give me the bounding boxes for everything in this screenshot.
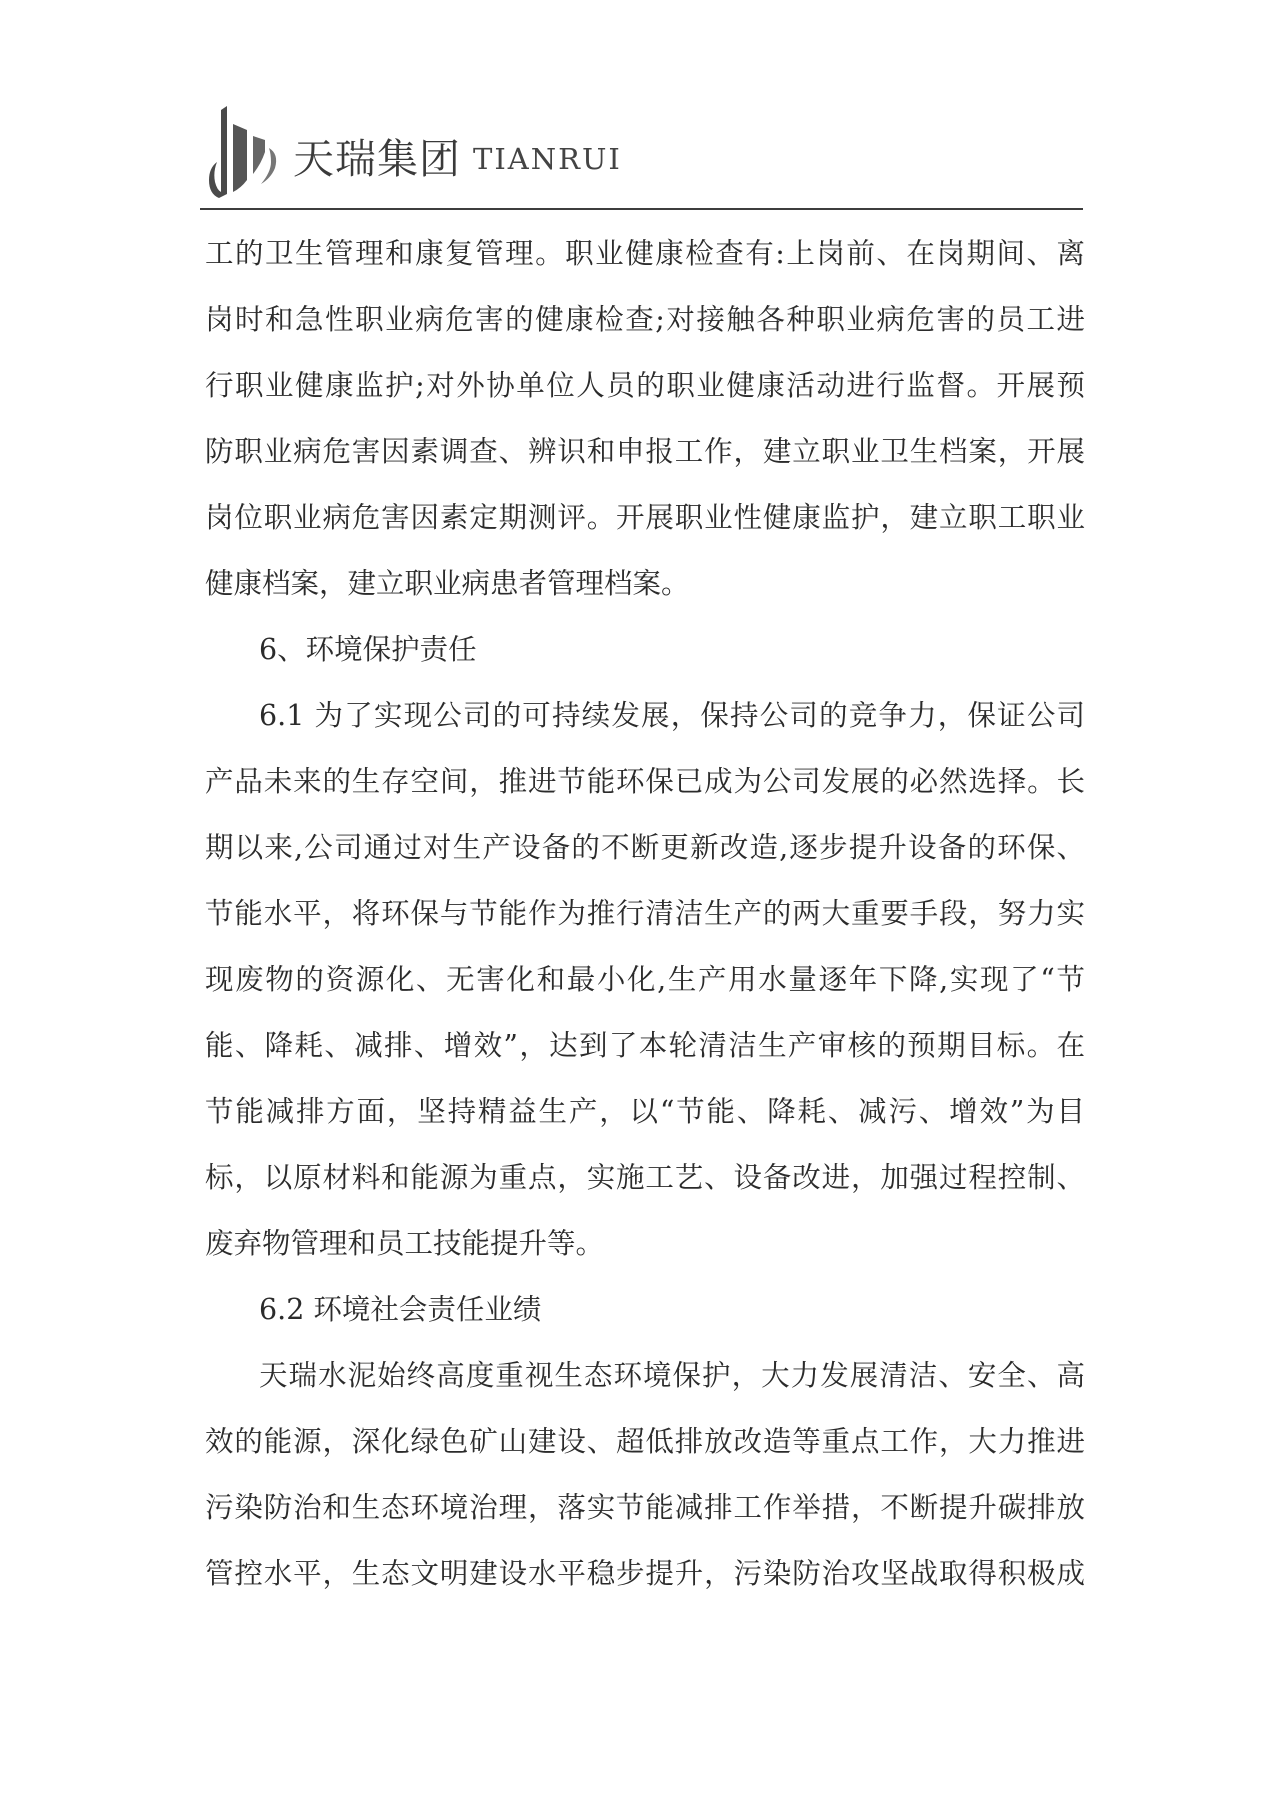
body-line: 健康档案，建立职业病患者管理档案。 xyxy=(205,567,690,600)
tianrui-logo-icon xyxy=(205,102,285,202)
body-line: 管控水平，生态文明建设水平稳步提升，污染防治攻坚战取得积极成 xyxy=(205,1557,1085,1590)
letterhead xyxy=(205,100,1085,208)
subsection-heading: 6.2 环境社会责任业绩 xyxy=(259,1293,542,1326)
body-line: 效的能源，深化绿色矿山建设、超低排放改造等重点工作，大力推进 xyxy=(205,1425,1085,1458)
body-line: 岗时和急性职业病危害的健康检查;对接触各种职业病危害的员工进 xyxy=(205,303,1085,336)
body-line: 天瑞水泥始终高度重视生态环境保护，大力发展清洁、安全、高 xyxy=(259,1359,1085,1392)
document-body xyxy=(205,221,1085,1607)
body-line: 6.1 为了实现公司的可持续发展，保持公司的竞争力，保证公司 xyxy=(259,699,1085,732)
body-line: 废弃物管理和员工技能提升等。 xyxy=(205,1227,605,1260)
body-line: 现废物的资源化、无害化和最小化,生产用水量逐年下降,实现了“节 xyxy=(205,963,1085,996)
body-line: 防职业病危害因素调查、辨识和申报工作，建立职业卫生档案，开展 xyxy=(205,435,1085,468)
brand-name-english: TIANRUI xyxy=(473,142,622,176)
brand-name-chinese: 天瑞集团 xyxy=(293,135,461,183)
section-heading: 6、环境保护责任 xyxy=(259,633,477,666)
body-line: 能、降耗、减排、增效”，达到了本轮清洁生产审核的预期目标。在 xyxy=(205,1029,1085,1062)
header-divider xyxy=(200,208,1083,210)
body-line: 节能水平，将环保与节能作为推行清洁生产的两大重要手段，努力实 xyxy=(205,897,1085,930)
body-line: 工的卫生管理和康复管理。职业健康检查有:上岗前、在岗期间、离 xyxy=(205,237,1085,270)
body-line: 污染防治和生态环境治理，落实节能减排工作举措，不断提升碳排放 xyxy=(205,1491,1085,1524)
body-line: 行职业健康监护;对外协单位人员的职业健康活动进行监督。开展预 xyxy=(205,369,1085,402)
body-line: 产品未来的生存空间，推进节能环保已成为公司发展的必然选择。长 xyxy=(205,765,1085,798)
body-line: 标，以原材料和能源为重点，实施工艺、设备改进，加强过程控制、 xyxy=(205,1161,1085,1194)
body-line: 期以来,公司通过对生产设备的不断更新改造,逐步提升设备的环保、 xyxy=(205,831,1085,864)
body-line: 节能减排方面，坚持精益生产，以“节能、降耗、减污、增效”为目 xyxy=(205,1095,1085,1128)
body-line: 岗位职业病危害因素定期测评。开展职业性健康监护，建立职工职业 xyxy=(205,501,1085,534)
